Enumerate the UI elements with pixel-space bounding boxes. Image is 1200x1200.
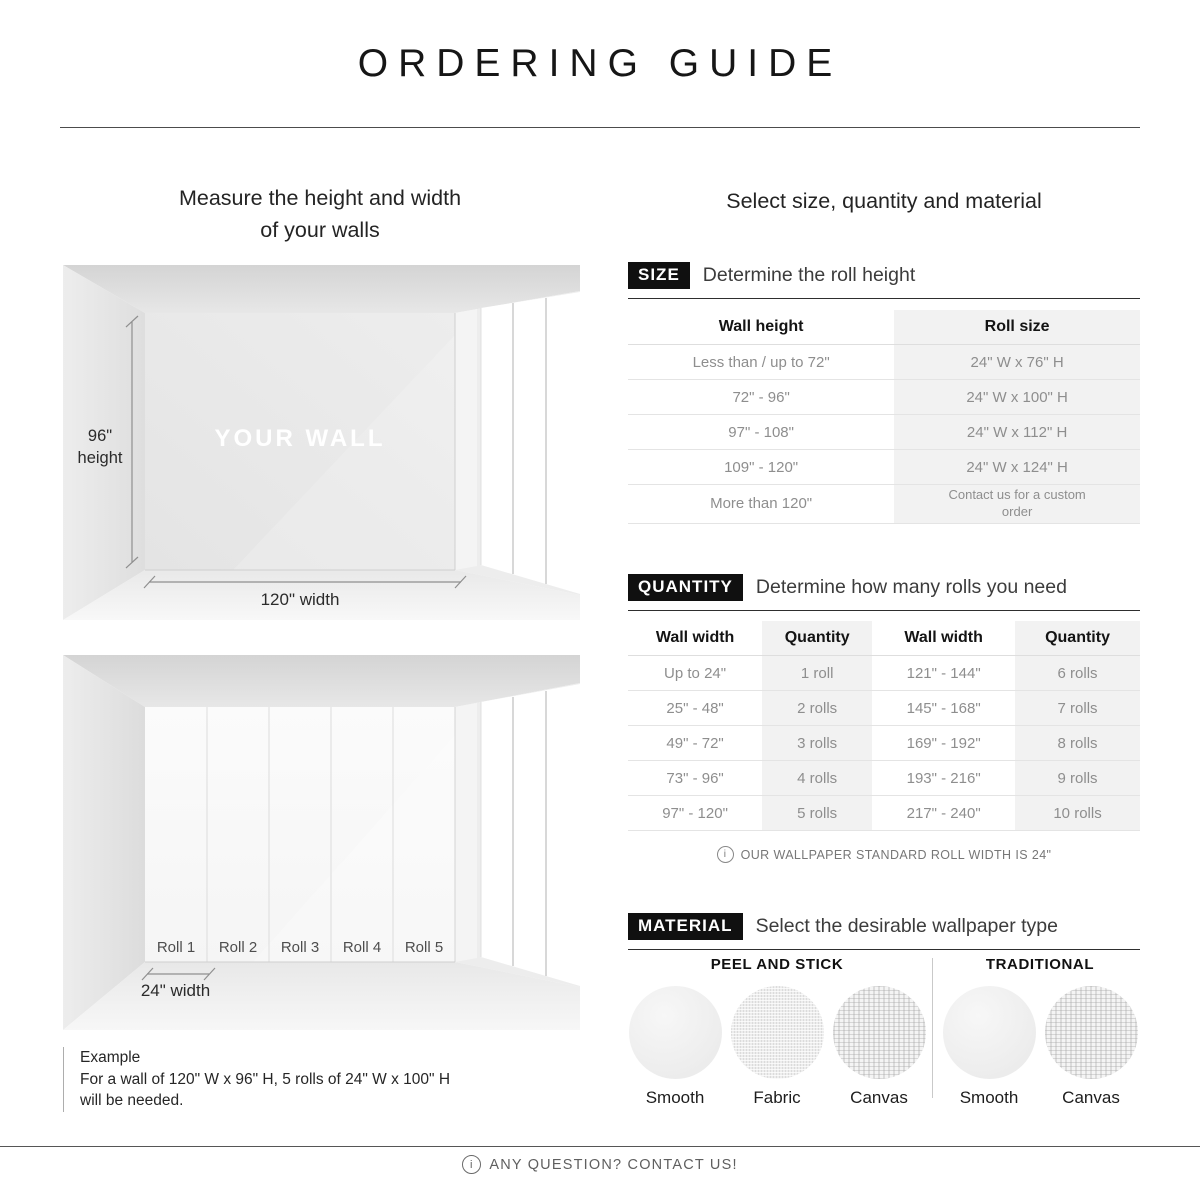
qty-cell: 49" - 72" bbox=[628, 726, 762, 761]
traditional-group bbox=[940, 956, 1140, 1108]
wall-height-value: 96" bbox=[87, 427, 113, 445]
qty-cell: 5 rolls bbox=[762, 796, 872, 831]
size-row-roll: 24" W x 76" H bbox=[894, 345, 1140, 380]
size-badge: SIZE bbox=[628, 262, 690, 289]
swatch-canvas bbox=[832, 986, 926, 1108]
qty-header: Quantity bbox=[762, 621, 872, 656]
smooth-texture-swatch bbox=[629, 986, 722, 1079]
swatch-label: Canvas bbox=[850, 1088, 908, 1107]
size-row-wall: More than 120" bbox=[628, 485, 894, 524]
qty-cell: 10 rolls bbox=[1015, 796, 1140, 831]
standard-roll-width-text: OUR WALLPAPER STANDARD ROLL WIDTH IS 24" bbox=[740, 847, 1052, 862]
roll-width-label: 24" width bbox=[140, 981, 211, 1000]
footer-contact-text: ANY QUESTION? CONTACT US! bbox=[489, 1156, 738, 1173]
roll-5-label: Roll 5 bbox=[404, 939, 444, 956]
qty-cell: 2 rolls bbox=[762, 691, 872, 726]
qty-cell: 169" - 192" bbox=[872, 726, 1015, 761]
traditional-swatches bbox=[940, 986, 1140, 1108]
peel-and-stick-title: PEEL AND STICK bbox=[710, 956, 844, 973]
example-line1: For a wall of 120" W x 96" H, 5 rolls of 24" W x 100" H bbox=[80, 1070, 451, 1088]
qty-cell: 4 rolls bbox=[762, 761, 872, 796]
smooth-texture-swatch bbox=[943, 986, 1036, 1079]
footer-divider bbox=[0, 1146, 1200, 1147]
size-row-roll: 24" W x 124" H bbox=[894, 450, 1140, 485]
qty-cell: 1 roll bbox=[762, 656, 872, 691]
wall-width-label: 120" width bbox=[260, 590, 340, 609]
roll-3-label: Roll 3 bbox=[280, 939, 320, 956]
info-icon: i bbox=[717, 846, 734, 863]
room2-window-glass bbox=[481, 684, 580, 986]
qty-cell: 3 rolls bbox=[762, 726, 872, 761]
select-heading: Select size, quantity and material bbox=[726, 189, 1042, 213]
size-section-header bbox=[628, 262, 1140, 299]
roll-4-label: Roll 4 bbox=[342, 939, 382, 956]
measure-heading-line1: Measure the height and width bbox=[178, 186, 462, 210]
room2-svg bbox=[63, 655, 580, 1030]
qty-cell: 7 rolls bbox=[1015, 691, 1140, 726]
swatch-smooth bbox=[942, 986, 1036, 1108]
wall-height-word: height bbox=[77, 449, 123, 468]
size-section-title: Determine the roll height bbox=[702, 264, 916, 286]
qty-cell: 217" - 240" bbox=[872, 796, 1015, 831]
swatch-label: Fabric bbox=[753, 1088, 801, 1107]
swatch-canvas bbox=[1044, 986, 1138, 1108]
quantity-badge: QUANTITY bbox=[628, 574, 743, 601]
measure-heading-line2: of your walls bbox=[260, 218, 380, 243]
size-row-roll bbox=[894, 485, 1140, 524]
qty-cell: 9 rolls bbox=[1015, 761, 1140, 796]
canvas-texture-swatch bbox=[833, 986, 926, 1079]
material-badge: MATERIAL bbox=[628, 913, 743, 940]
page-title: ORDERING GUIDE bbox=[357, 42, 843, 85]
swatch-label: Canvas bbox=[1062, 1088, 1120, 1107]
room-illustration-your-wall bbox=[63, 265, 580, 620]
room1-window-pillar bbox=[455, 309, 477, 570]
swatch-fabric bbox=[730, 986, 824, 1108]
roll-1-label: Roll 1 bbox=[156, 939, 196, 956]
quantity-table bbox=[628, 621, 1140, 831]
measure-heading bbox=[60, 182, 580, 247]
swatch-label: Smooth bbox=[645, 1088, 705, 1107]
qty-cell: 73" - 96" bbox=[628, 761, 762, 796]
size-row-roll: 24" W x 100" H bbox=[894, 380, 1140, 415]
room2-window-pillar bbox=[455, 703, 477, 962]
size-row-wall: 97" - 108" bbox=[628, 415, 894, 450]
example-title: Example bbox=[80, 1049, 141, 1066]
standard-roll-width-note bbox=[628, 846, 1140, 863]
example-line2: will be needed. bbox=[80, 1092, 184, 1110]
example-block bbox=[63, 1047, 550, 1112]
qty-header: Quantity bbox=[1015, 621, 1140, 656]
qty-cell: 193" - 216" bbox=[872, 761, 1015, 796]
qty-cell: 25" - 48" bbox=[628, 691, 762, 726]
roll-2-label: Roll 2 bbox=[218, 939, 258, 956]
qty-cell: 6 rolls bbox=[1015, 656, 1140, 691]
fabric-texture-swatch bbox=[731, 986, 824, 1079]
size-row-roll: 24" W x 112" H bbox=[894, 415, 1140, 450]
qty-cell: Up to 24" bbox=[628, 656, 762, 691]
traditional-title: TRADITIONAL bbox=[985, 956, 1095, 973]
qty-cell: 121" - 144" bbox=[872, 656, 1015, 691]
quantity-section-title: Determine how many rolls you need bbox=[755, 576, 1067, 598]
material-group-divider bbox=[932, 958, 933, 1098]
size-row-wall: 109" - 120" bbox=[628, 450, 894, 485]
swatch-smooth bbox=[628, 986, 722, 1108]
peel-and-stick-group bbox=[628, 956, 926, 1108]
qty-header: Wall width bbox=[628, 621, 762, 656]
footer-contact bbox=[0, 1155, 1200, 1174]
size-row-wall: Less than / up to 72" bbox=[628, 345, 894, 380]
size-col-wall-height: Wall height bbox=[628, 310, 894, 345]
room1-window-glass bbox=[481, 292, 580, 594]
qty-header: Wall width bbox=[872, 621, 1015, 656]
swatch-label: Smooth bbox=[959, 1088, 1019, 1107]
qty-cell: 145" - 168" bbox=[872, 691, 1015, 726]
qty-cell: 97" - 120" bbox=[628, 796, 762, 831]
wall-height-label bbox=[69, 425, 131, 470]
size-row-wall: 72" - 96" bbox=[628, 380, 894, 415]
material-section-title: Select the desirable wallpaper type bbox=[755, 915, 1058, 937]
material-options bbox=[628, 956, 1140, 1126]
material-section-header bbox=[628, 913, 1140, 950]
info-icon: i bbox=[462, 1155, 481, 1174]
room-illustration-rolls bbox=[63, 655, 580, 1030]
custom-order-note: Contact us for a custom order bbox=[948, 487, 1086, 519]
header-divider bbox=[60, 127, 1140, 128]
your-wall-label: YOUR WALL bbox=[214, 425, 386, 452]
qty-cell: 8 rolls bbox=[1015, 726, 1140, 761]
size-table bbox=[628, 310, 1140, 524]
quantity-section-header bbox=[628, 574, 1140, 611]
canvas-texture-swatch bbox=[1045, 986, 1138, 1079]
peel-and-stick-swatches bbox=[628, 986, 926, 1108]
size-col-roll-size: Roll size bbox=[894, 310, 1140, 345]
